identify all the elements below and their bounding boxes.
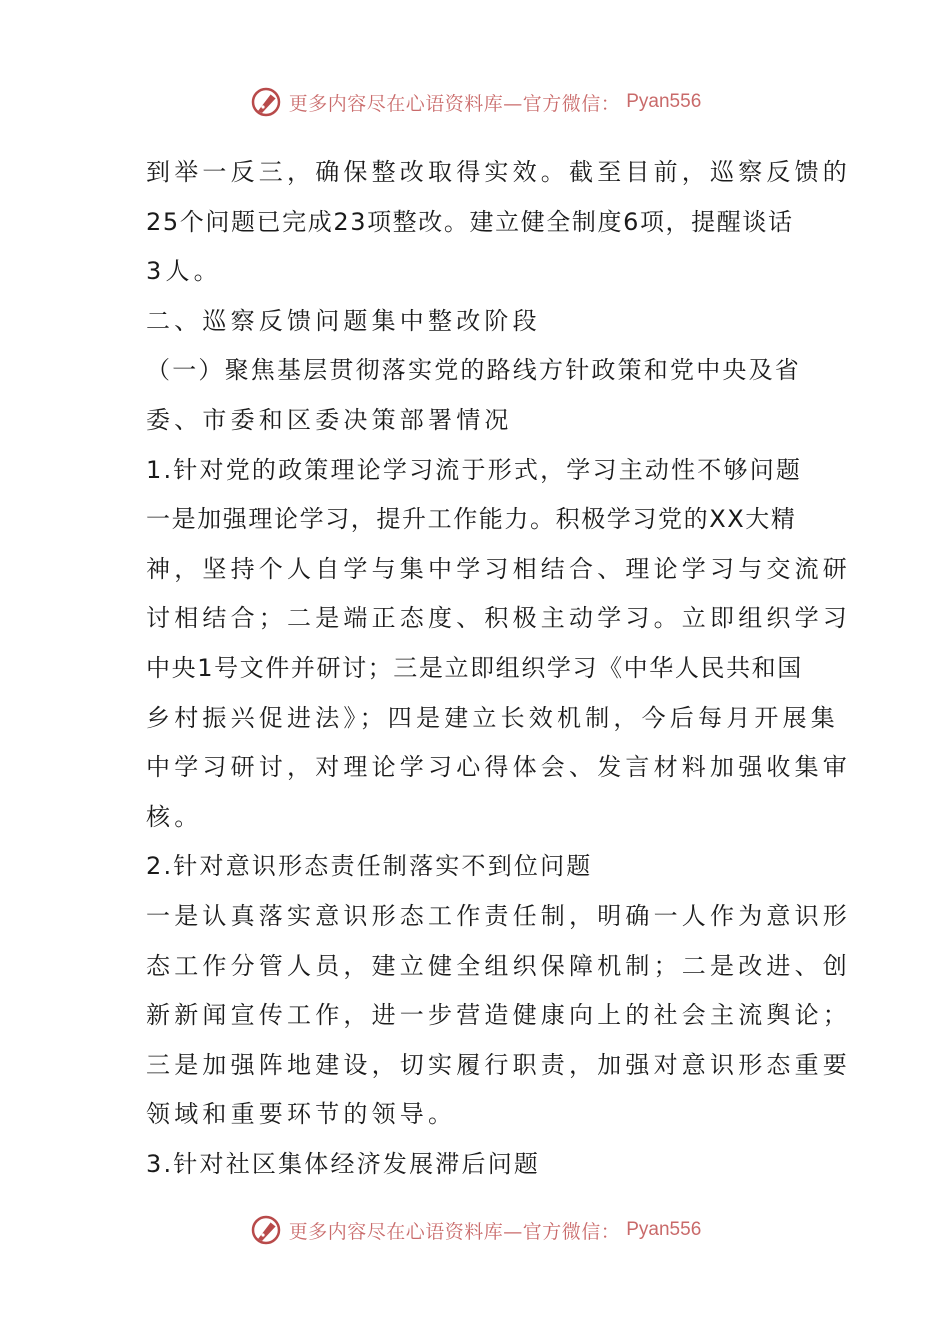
body-line: 中央1号文件并研讨；三是立即组织学习《中华人民共和国 — [146, 653, 803, 682]
pen-nib-circle-icon — [249, 1213, 283, 1247]
body-line: 乡村振兴促进法》；四是建立长效机制，今后每月开展集 — [146, 703, 839, 732]
watermark-banner-bottom — [0, 1210, 950, 1250]
body-line: 讨相结合；二是端正态度、积极主动学习。立即组织学习 — [146, 604, 851, 633]
watermark-text: 更多内容尽在心语资料库—官方微信： — [288, 1220, 621, 1243]
watermark-wechat-id: Pyan556 — [626, 1219, 702, 1240]
body-line: 中学习研讨，对理论学习心得体会、发言材料加强收集审 — [146, 753, 851, 782]
body-line: 神，坚持个人自学与集中学习相结合、理论学习与交流研 — [146, 554, 851, 583]
body-line: 核。 — [146, 802, 203, 831]
subsection-heading: （一）聚焦基层贯彻落实党的路线方针政策和党中央及省 — [146, 356, 801, 385]
watermark-banner-top — [0, 82, 950, 122]
body-line: 三是加强阵地建设，切实履行职责，加强对意识形态重要 — [146, 1050, 851, 1079]
section-heading: 二、巡察反馈问题集中整改阶段 — [146, 306, 541, 335]
document-body — [146, 148, 851, 1189]
watermark-wechat-id: Pyan556 — [626, 91, 702, 112]
body-line: 到举一反三，确保整改取得实效。截至目前，巡察反馈的 — [146, 158, 851, 186]
item-heading: 3.针对社区集体经济发展滞后问题 — [146, 1149, 541, 1178]
body-line: 一是加强理论学习，提升工作能力。积极学习党的XX大精 — [146, 505, 797, 534]
watermark-text: 更多内容尽在心语资料库—官方微信： — [288, 92, 621, 115]
subsection-heading-cont: 委、市委和区委决策部署情况 — [146, 405, 513, 434]
item-heading: 1.针对党的政策理论学习流于形式，学习主动性不够问题 — [146, 455, 803, 484]
item-heading: 2.针对意识形态责任制落实不到位问题 — [146, 852, 593, 881]
body-line: 新新闻宣传工作，进一步营造健康向上的社会主流舆论； — [146, 1001, 851, 1030]
body-line: 领域和重要环节的领导。 — [146, 1100, 457, 1129]
body-line: 态工作分管人员，建立健全组织保障机制；二是改进、创 — [146, 951, 851, 980]
body-line: 25个问题已完成23项整改。建立健全制度6项，提醒谈话 — [146, 207, 794, 236]
body-line: 一是认真落实意识形态工作责任制，明确一人作为意识形 — [146, 901, 851, 930]
body-line: 3人。 — [146, 257, 222, 286]
pen-nib-circle-icon — [249, 85, 283, 119]
